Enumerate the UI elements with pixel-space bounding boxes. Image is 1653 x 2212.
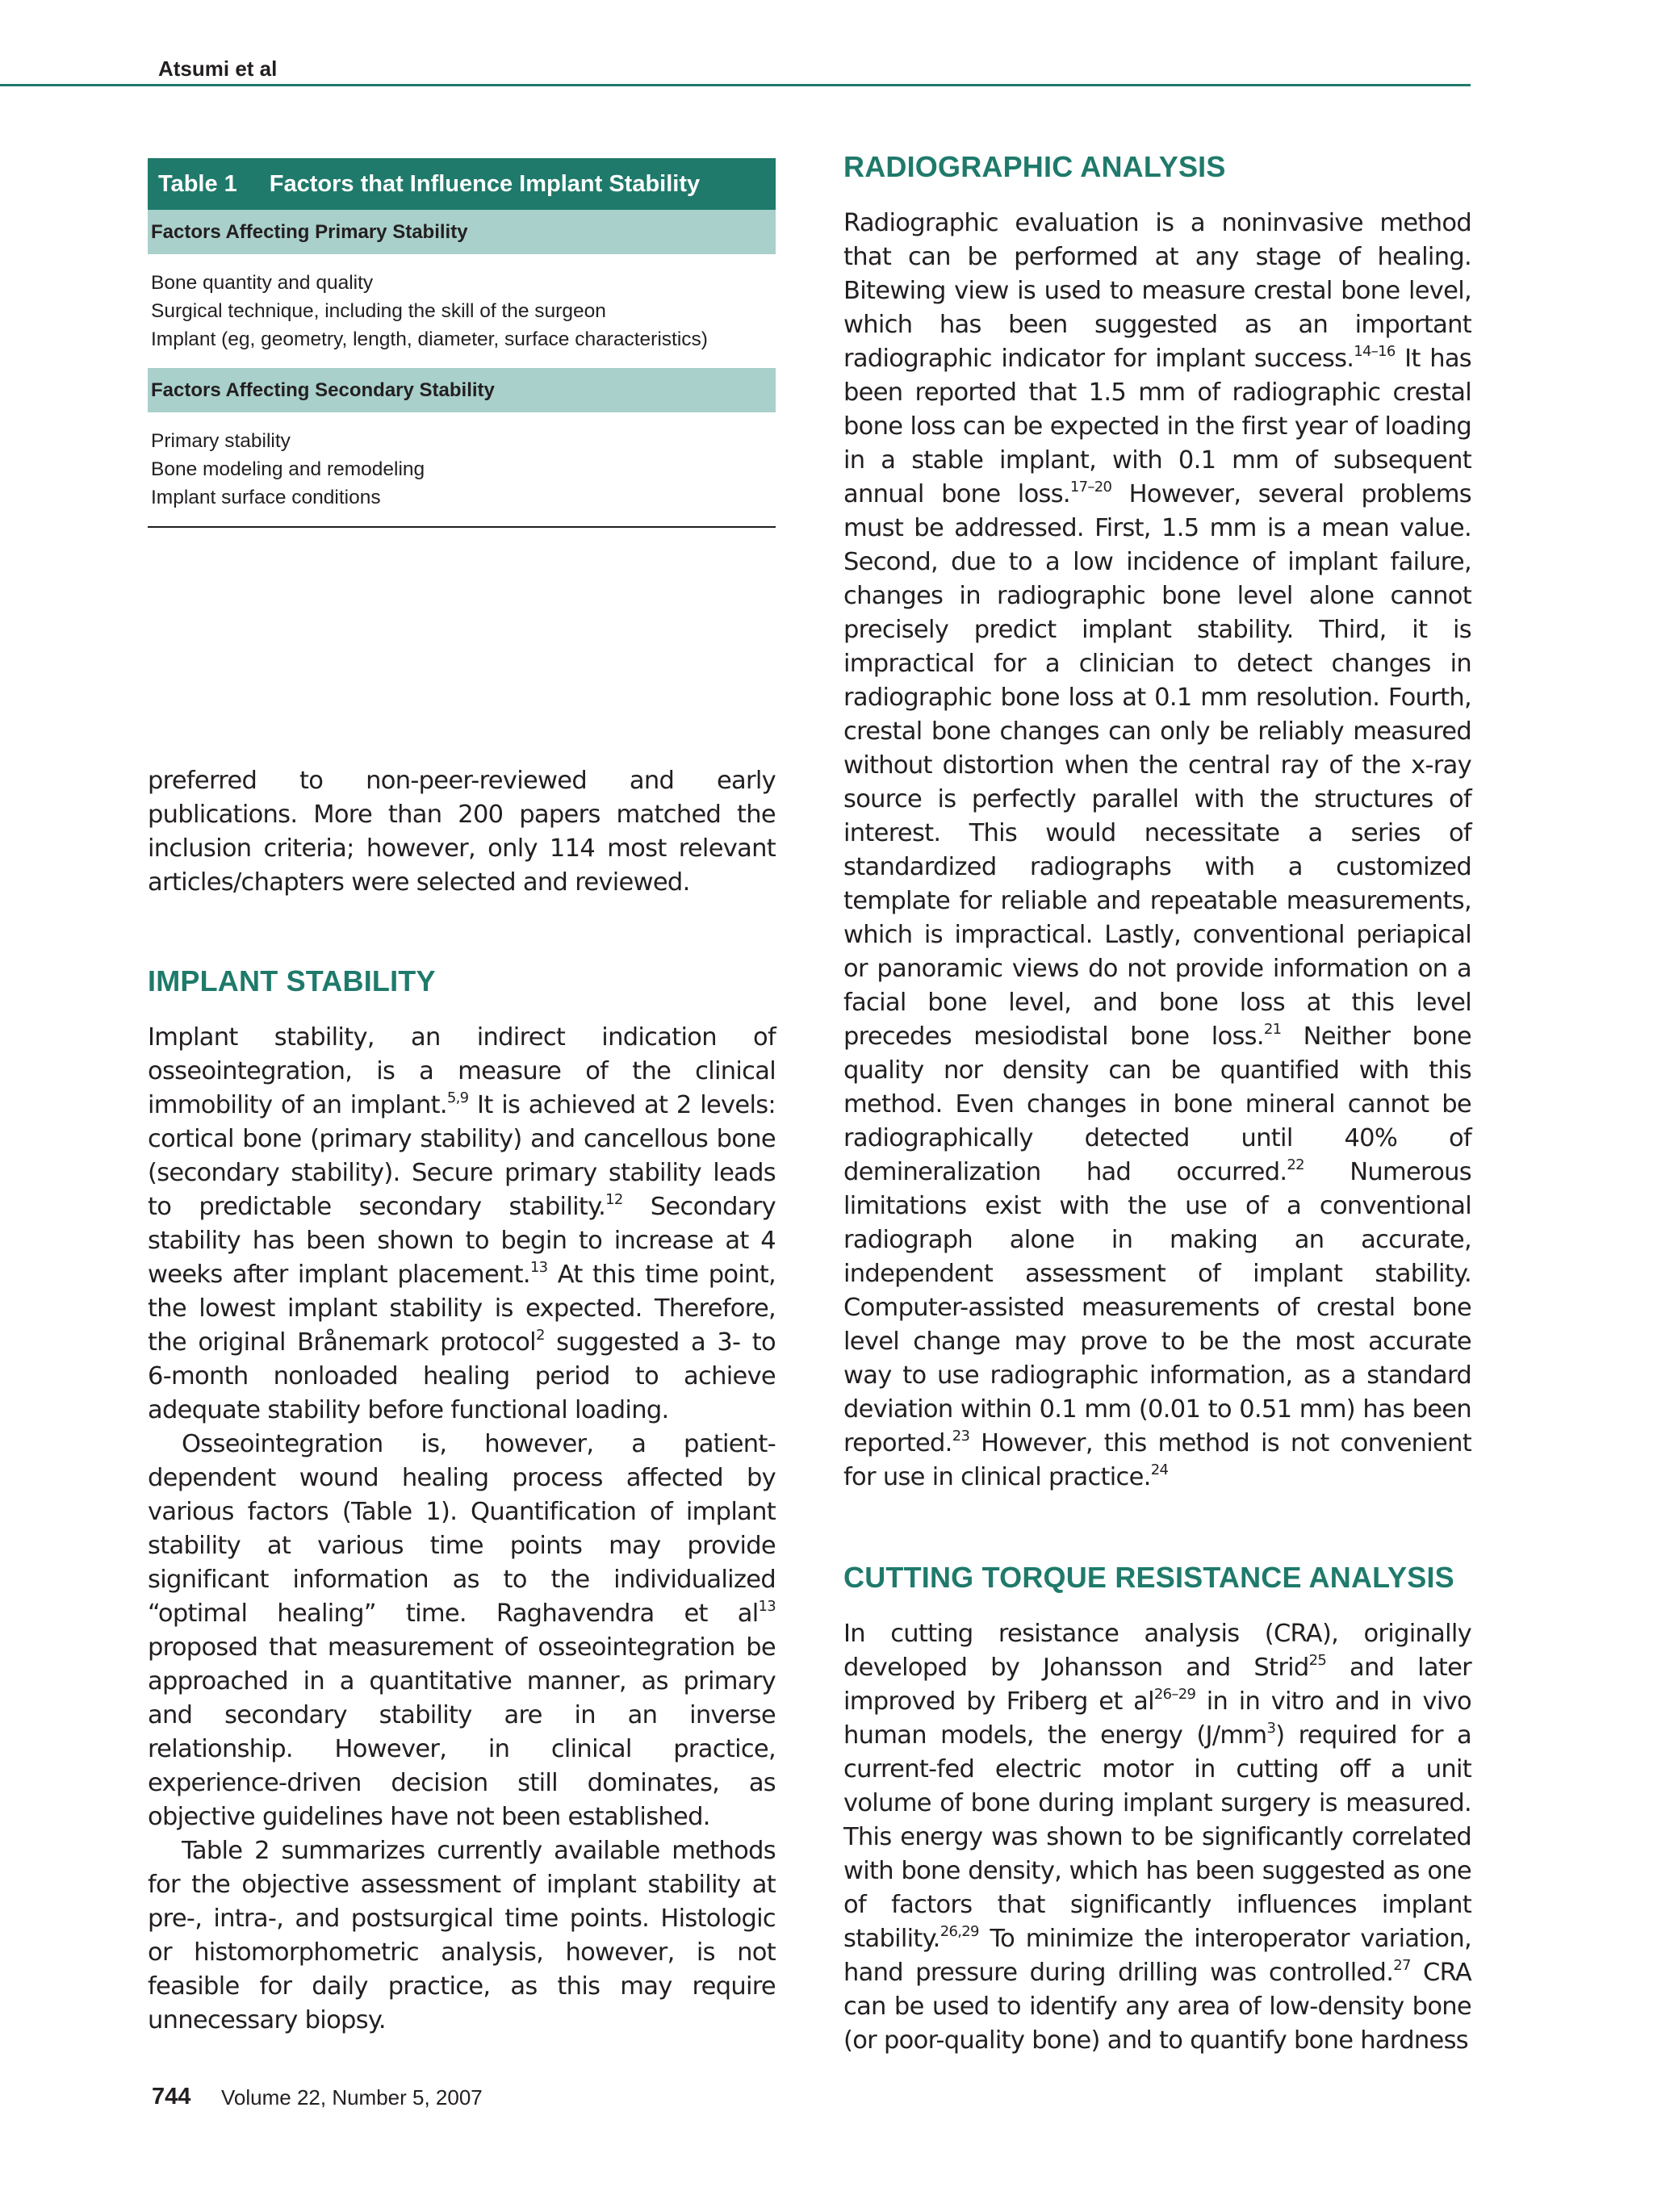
cutting-paragraph: In cutting resistance analysis (CRA), originally developed by Johansson and Strid$^{25}$ and later improved by Friberg et $al^{26-29}$ in in vitro and in vivo human models, the energy $(J/mm^3)$ required for a current-fed electric motor in cutting off a unit volume of bone during implant surgery is measured. This energy was shown to be significantly correlated with bone density, which has been suggested as one of factors that significantly influences implant stability.$^{26,29}$ To minimize the interoperator variation, hand pressure during drilling was controlled.$^{27}$ CRA can be used to identify any area of low-density bone (or poor-quality bone) and to quantify bone hardness [843, 1620, 1472, 2055]
table-title-bar [148, 158, 776, 210]
right-column [843, 150, 1471, 2058]
table-title: Factors that Influence Implant Stability [269, 170, 701, 197]
section-heading-radiographic-analysis: RADIOGRAPHIC ANALYSIS [843, 150, 1226, 183]
journal-volume: Volume 22, Number 5, 2007 [221, 2085, 483, 2110]
table-bottom-rule [148, 526, 776, 528]
section-heading-cutting-torque: CUTTING TORQUE RESISTANCE ANALYSIS [843, 1561, 1454, 1594]
page-number: 744 [152, 2084, 191, 2110]
running-head-author: Atsumi et al [158, 56, 278, 81]
table-group-items [148, 412, 776, 526]
left-column [148, 764, 776, 2038]
implant-stability-paragraph-2: Osseointegration is, however, a patient-dependent wound healing process affected by various factors (Table 1). Quantification of implant stability at various time points may provide significant information as to the individualized “optimal healing” time. Raghavendra et $al^{13}$ proposed that measurement of osseointegration be approached in a quantitative manner, as primary and secondary stability are in an inverse relationship. However, in clinical practice, experience-driven decision still dominates, as objective guidelines have not been established. [148, 1430, 776, 1831]
implant-stability-paragraph-1: Implant stability, an indirect indication of osseointegration, is a measure of the clinical immobility of an implant.$^{5,9}$ It is achieved at 2 levels: cortical bone (primary stability) and cancellous bone (secondary stability). Secure primary stability leads to predictable secondary stability.$^{12}$ Secondary stability has been shown to begin to increase at 4 weeks after implant placement.$^{13}$ At this time point, the lowest implant stability is expected. Therefore, the original Brånemark protocol$^2$ suggested a 3- to 6-month nonloaded healing period to achieve adequate stability before functional loading. [148, 1023, 776, 1424]
table-group-items [148, 254, 776, 368]
header-rule [0, 84, 1471, 86]
table-group-heading: Factors Affecting Secondary Stability [148, 368, 776, 412]
intro-paragraph: preferred to non-peer-reviewed and early publications. More than 200 papers matched the inclusion criteria; however, only 114 most relevant articles/chapters were selected and reviewed. [148, 767, 776, 897]
table-group-heading: Factors Affecting Primary Stability [148, 210, 776, 254]
radiographic-paragraph: Radiographic evaluation is a noninvasive method that can be performed at any stage of healing. Bitewing view is used to measure crestal bone level, which has been suggested as an important radiographic indicator for implant success.$^{14-16}$ It has been reported that 1.5 mm of radiographic crestal bone loss can be expected in the first year of loading in a stable implant, with 0.1 mm of subsequent annual bone loss.$^{17-20}$ However, several problems must be addressed. First, 1.5 mm is a mean value. Second, due to a low incidence of implant failure, changes in radiographic bone level alone cannot precisely predict implant stability. Third, it is impractical for a clinician to detect changes in radiographic bone loss at 0.1 mm resolution. Fourth, crestal bone changes can only be reliably measured without distortion when the central ray of the x-ray source is perfectly parallel with the structures of interest. This would necessitate a series of standardized radiographs with a customized template for reliable and repeatable measurements, which is impractical. Lastly, conventional periapical or panoramic views do not provide information on a facial bone level, and bone loss at this level precedes mesiodistal bone loss.$^{21}$ Neither bone quality nor density can be quantified with this method. Even changes in bone mineral cannot be radiographically detected until 40% of demineralization had occurred.$^{22}$ Numerous limitations exist with the use of a conventional radiograph alone in making an accurate, independent assessment of implant stability. Computer-assisted measurements of crestal bone level change may prove to be the most accurate way to use radiographic information, as a standard deviation within 0.1 mm (0.01 to 0.51 mm) has been reported.$^{23}$ However, this method is not convenient for use in clinical practice.$^{24}$ [843, 209, 1472, 1491]
table-item: Implant (eg, geometry, length, diameter, surface characteristics) [151, 328, 708, 350]
table-item: Surgical technique, including the skill of the surgeon [151, 300, 606, 322]
table-item: Primary stability [151, 430, 291, 452]
table-item: Implant surface conditions [151, 487, 381, 508]
table-item: Bone quantity and quality [151, 272, 374, 294]
table-item: Bone modeling and remodeling [151, 458, 425, 480]
section-heading-implant-stability: IMPLANT STABILITY [148, 964, 436, 997]
table-1 [148, 158, 776, 528]
table-label: Table 1 [158, 170, 237, 197]
implant-stability-paragraph-3: Table 2 summarizes currently available methods for the objective assessment of implant stability at pre-, intra-, and postsurgical time points. Histologic or histomorphometric analysis, however, is not feasible for daily practice, as this may require unnecessary biopsy. [148, 1837, 776, 2034]
